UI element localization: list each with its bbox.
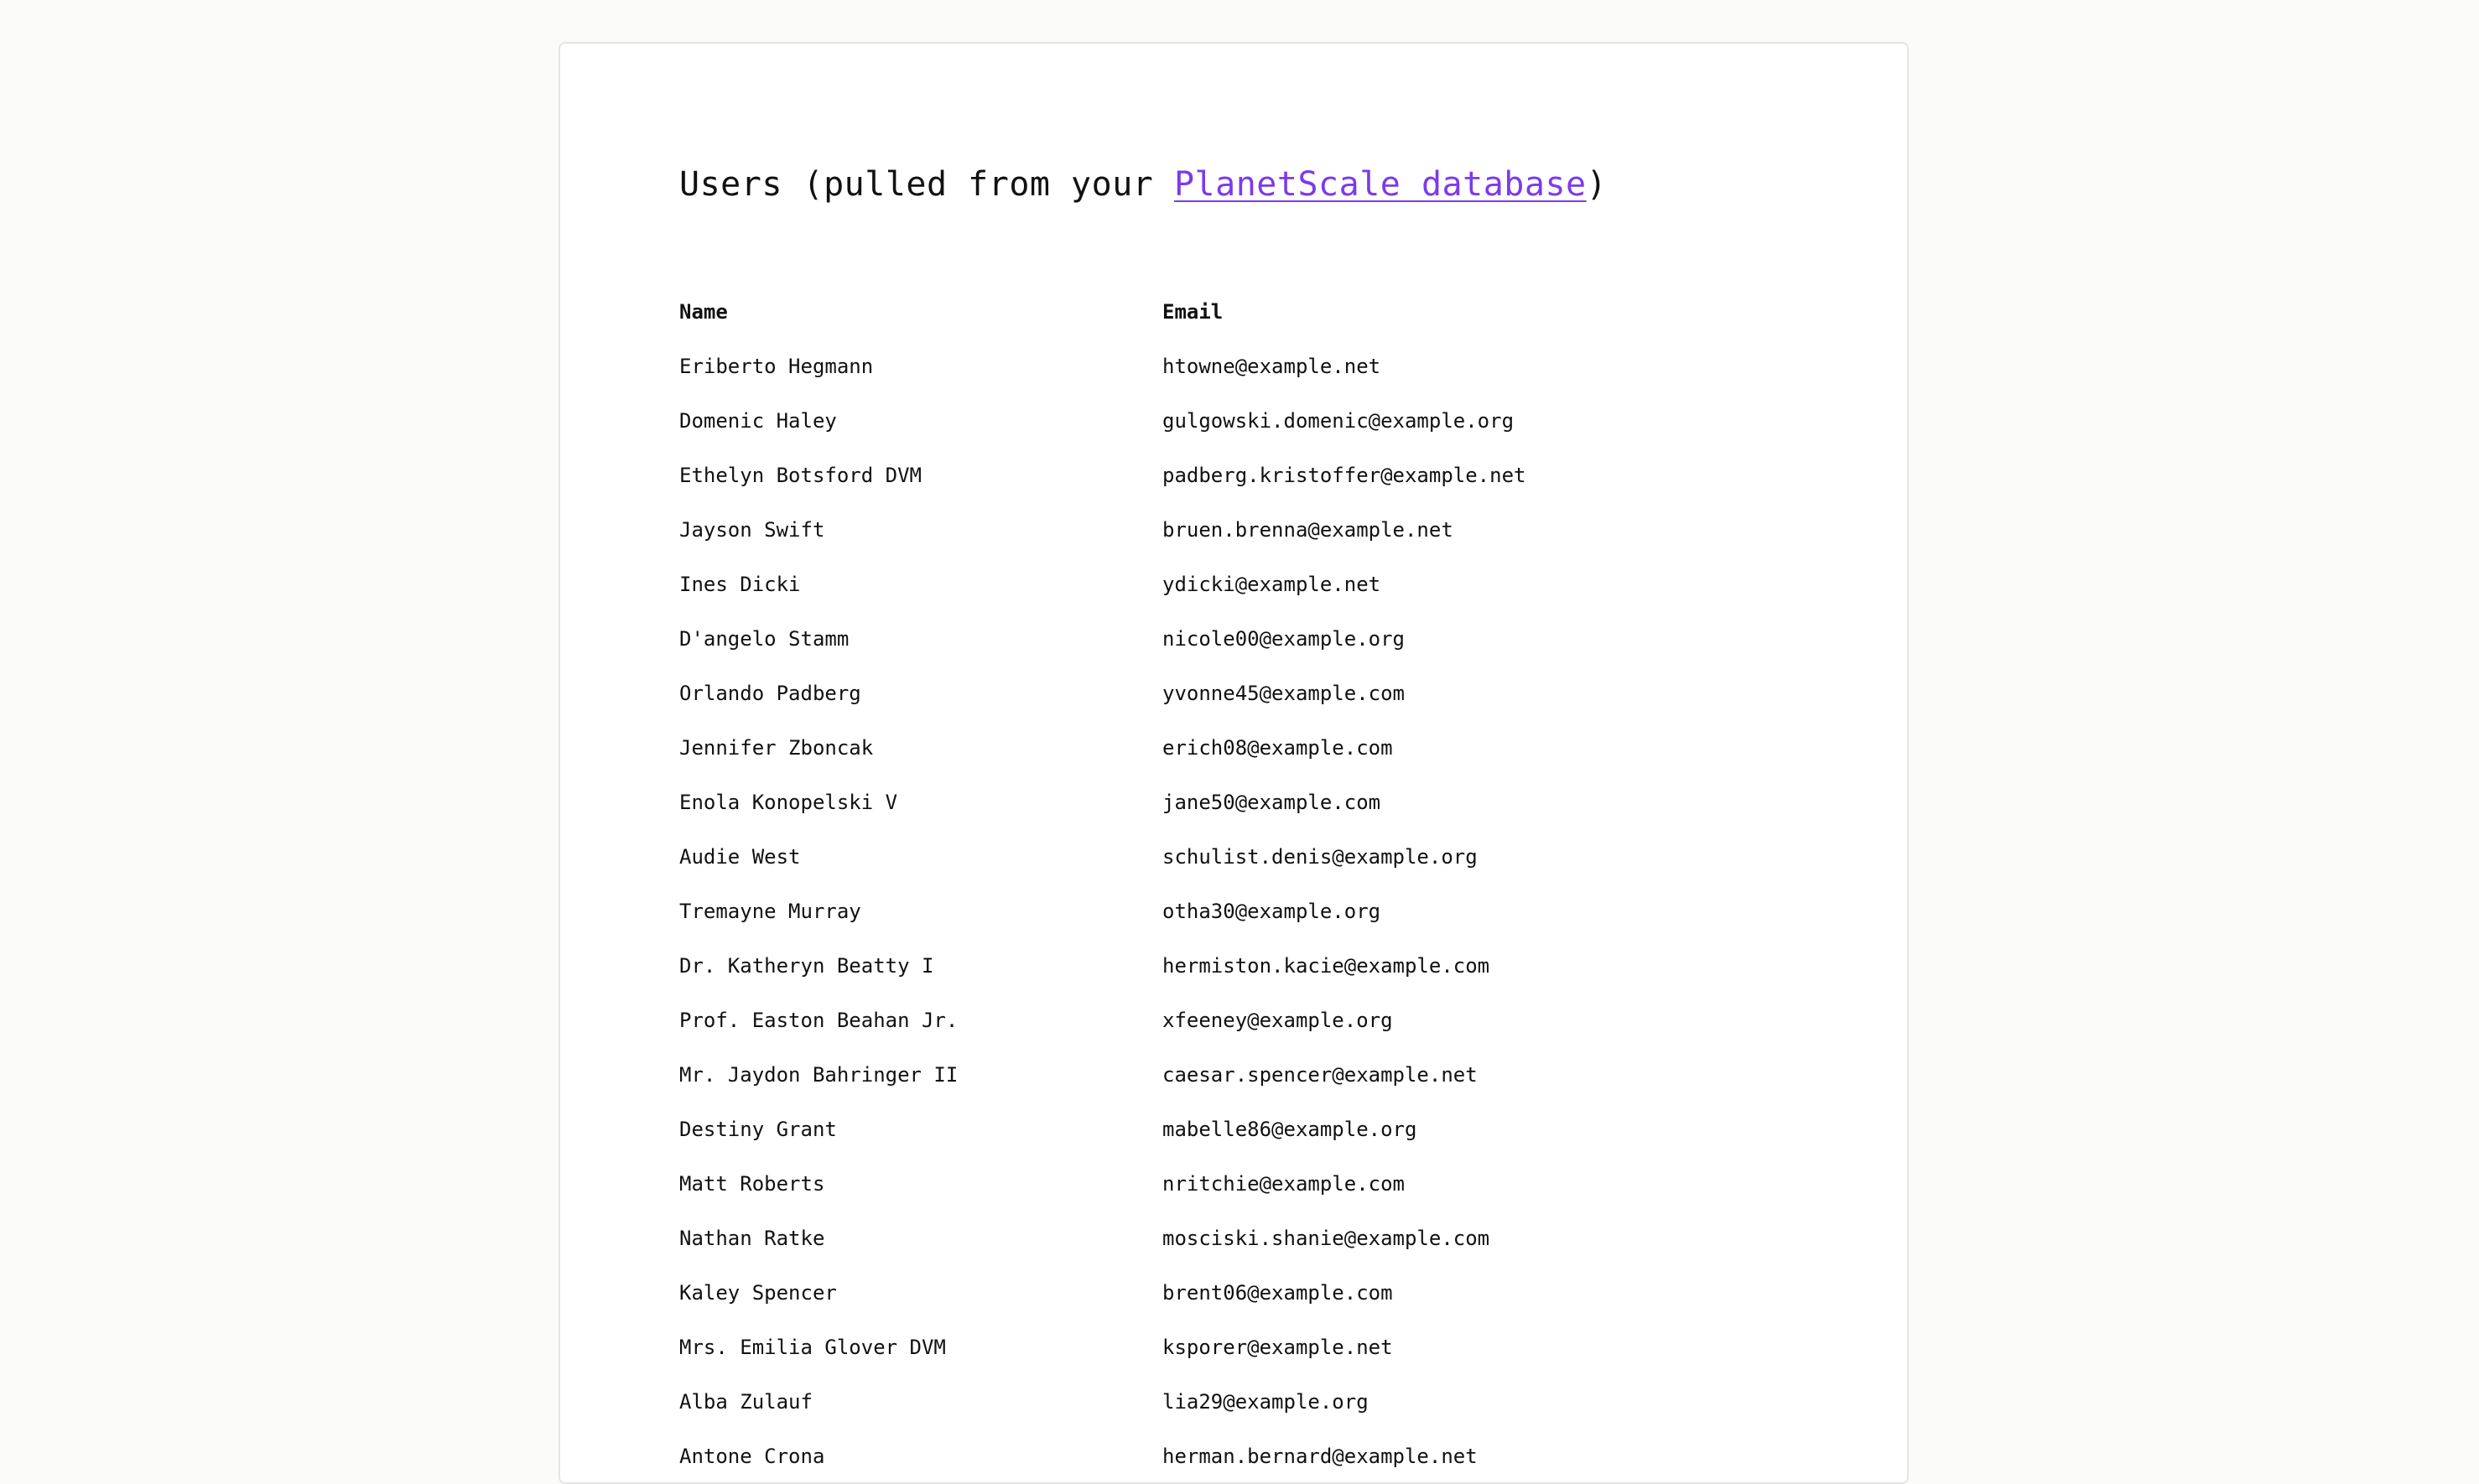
table-row bbox=[679, 1047, 1525, 1102]
page-title-prefix: Users (pulled from your bbox=[679, 165, 1174, 204]
table-row bbox=[679, 1211, 1525, 1265]
table-header-row bbox=[679, 284, 1525, 339]
user-name-cell: Nathan Ratke bbox=[679, 1226, 825, 1250]
user-email-cell: jane50@example.com bbox=[1162, 790, 1381, 814]
column-header-name: Name bbox=[679, 299, 728, 324]
user-name-cell: D'angelo Stamm bbox=[679, 626, 850, 651]
user-name-cell: Ethelyn Botsford DVM bbox=[679, 463, 922, 487]
table-row bbox=[679, 1265, 1525, 1320]
user-name-cell: Dr. Katheryn Beatty I bbox=[679, 953, 934, 978]
user-email-cell: lia29@example.org bbox=[1162, 1389, 1369, 1414]
user-name-cell: Audie West bbox=[679, 844, 801, 869]
users-card bbox=[559, 42, 1909, 1484]
table-row bbox=[679, 829, 1525, 884]
user-name-cell: Mr. Jaydon Bahringer II bbox=[679, 1062, 959, 1087]
user-email-cell: erich08@example.com bbox=[1162, 735, 1393, 760]
user-name-cell: Destiny Grant bbox=[679, 1117, 837, 1141]
users-table-body bbox=[679, 339, 1525, 1483]
user-email-cell: ksporer@example.net bbox=[1162, 1335, 1393, 1359]
table-row bbox=[679, 1102, 1525, 1156]
table-row bbox=[679, 993, 1525, 1047]
table-row bbox=[679, 1374, 1525, 1429]
table-row bbox=[679, 339, 1525, 393]
user-email-cell: xfeeney@example.org bbox=[1162, 1008, 1393, 1032]
users-table bbox=[679, 284, 1525, 1483]
user-email-cell: yvonne45@example.com bbox=[1162, 681, 1405, 705]
user-email-cell: bruen.brenna@example.net bbox=[1162, 517, 1453, 542]
user-email-cell: padberg.kristoffer@example.net bbox=[1162, 463, 1526, 487]
user-email-cell: gulgowski.domenic@example.org bbox=[1162, 408, 1515, 433]
user-email-cell: schulist.denis@example.org bbox=[1162, 844, 1478, 869]
user-email-cell: mabelle86@example.org bbox=[1162, 1117, 1417, 1141]
table-row bbox=[679, 393, 1525, 448]
user-name-cell: Jennifer Zboncak bbox=[679, 735, 874, 760]
user-email-cell: caesar.spencer@example.net bbox=[1162, 1062, 1478, 1087]
user-name-cell: Jayson Swift bbox=[679, 517, 825, 542]
table-row bbox=[679, 557, 1525, 611]
user-email-cell: mosciski.shanie@example.com bbox=[1162, 1226, 1490, 1250]
user-email-cell: htowne@example.net bbox=[1162, 354, 1381, 378]
table-row bbox=[679, 666, 1525, 720]
table-row bbox=[679, 1156, 1525, 1211]
user-email-cell: hermiston.kacie@example.com bbox=[1162, 953, 1490, 978]
user-email-cell: brent06@example.com bbox=[1162, 1280, 1393, 1305]
user-name-cell: Orlando Padberg bbox=[679, 681, 861, 705]
planetscale-database-link[interactable]: PlanetScale database bbox=[1173, 165, 1587, 204]
table-row bbox=[679, 611, 1525, 666]
user-name-cell: Eriberto Hegmann bbox=[679, 354, 874, 378]
page-title-suffix: ) bbox=[1586, 165, 1608, 204]
table-row bbox=[679, 884, 1525, 938]
user-name-cell: Alba Zulauf bbox=[679, 1389, 813, 1414]
user-email-cell: ydicki@example.net bbox=[1162, 572, 1381, 596]
user-email-cell: otha30@example.org bbox=[1162, 899, 1381, 923]
user-name-cell: Matt Roberts bbox=[679, 1171, 825, 1196]
table-row bbox=[679, 448, 1525, 502]
user-email-cell: nicole00@example.org bbox=[1162, 626, 1405, 651]
user-name-cell: Antone Crona bbox=[679, 1444, 825, 1468]
page-title bbox=[679, 161, 1607, 208]
table-row bbox=[679, 1429, 1525, 1483]
user-name-cell: Domenic Haley bbox=[679, 408, 837, 433]
table-row bbox=[679, 938, 1525, 993]
column-header-email: Email bbox=[1162, 299, 1224, 324]
user-name-cell: Enola Konopelski V bbox=[679, 790, 898, 814]
table-row bbox=[679, 1320, 1525, 1374]
user-email-cell: nritchie@example.com bbox=[1162, 1171, 1405, 1196]
user-name-cell: Prof. Easton Beahan Jr. bbox=[679, 1008, 959, 1032]
user-name-cell: Ines Dicki bbox=[679, 572, 801, 596]
user-name-cell: Mrs. Emilia Glover DVM bbox=[679, 1335, 946, 1359]
user-name-cell: Kaley Spencer bbox=[679, 1280, 837, 1305]
user-email-cell: herman.bernard@example.net bbox=[1162, 1444, 1478, 1468]
table-row bbox=[679, 775, 1525, 829]
user-name-cell: Tremayne Murray bbox=[679, 899, 861, 923]
table-row bbox=[679, 720, 1525, 775]
table-row bbox=[679, 502, 1525, 557]
